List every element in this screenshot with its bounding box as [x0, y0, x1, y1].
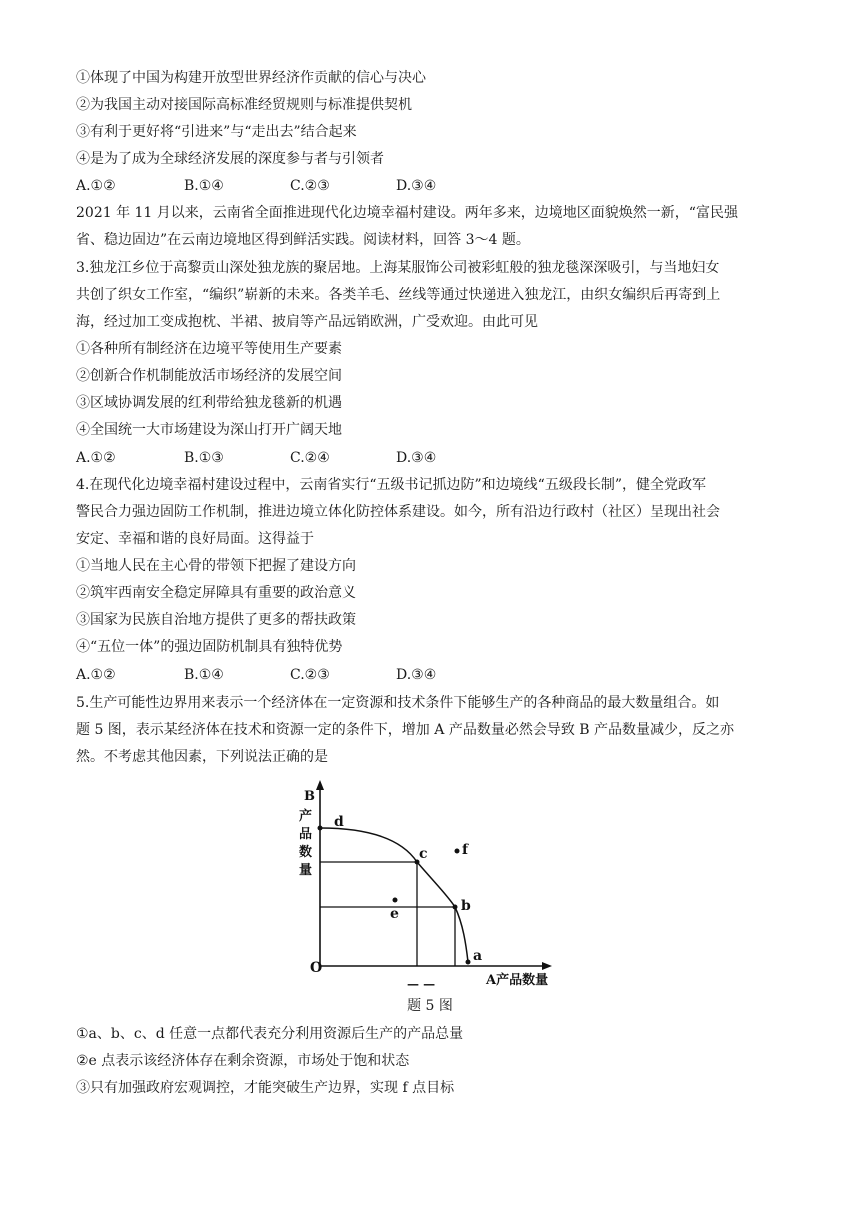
origin-label: O [310, 960, 323, 976]
q5-stem-3: 然。不考虑其他因素，下列说法正确的是 [76, 749, 328, 765]
y-label-char-4: 量 [299, 863, 313, 878]
q3-item-4: ④全国统一大市场建设为深山打开广阔天地 [76, 422, 342, 438]
x-axis-label: A产品数量 [486, 973, 549, 988]
label-b: b [461, 898, 471, 914]
q3-stem-1: 3.独龙江乡位于高黎贡山深处独龙族的聚居地。上海某服饰公司被彩虹般的独龙毯深深吸引，与当地妇女 [76, 260, 720, 276]
option-c: C.②③ [290, 178, 330, 194]
q5-item-3: ③只有加强政府宏观调控，才能突破生产边界，实现 f 点目标 [76, 1080, 455, 1096]
q5-stem-1: 5.生产可能性边界用来表示一个经济体在一定资源和技术条件下能够生产的各种商品的最大数量组合。如 [76, 695, 720, 711]
option-a: A.①② [76, 178, 116, 194]
label-f: f [462, 842, 469, 858]
q5-item-2: ②e 点表示该经济体存在剩余资源，市场处于饱和状态 [76, 1053, 410, 1069]
option-c: C.②③ [290, 667, 330, 683]
point-b [453, 905, 458, 910]
label-d: d [334, 814, 344, 830]
point-d [318, 826, 323, 831]
y-label-char-3: 数 [299, 845, 313, 860]
q3-stem-2: 共创了织女工作室，“编织”崭新的未来。各类羊毛、丝线等通过快递进入独龙江，由织女编织后再寄到上 [76, 287, 721, 303]
point-a [466, 960, 471, 965]
option-b: B.①③ [184, 450, 224, 466]
statement-2: ②为我国主动对接国际高标准经贸规则与标准提供契机 [76, 97, 412, 113]
option-d: D.③④ [396, 667, 437, 683]
q4-item-4: ④“五位一体”的强边固防机制具有独特优势 [76, 639, 343, 655]
intro-line-2: 省、稳边固边”在云南边境地区得到鲜活实践。阅读材料，回答 3～4 题。 [76, 232, 530, 248]
point-f [455, 849, 460, 854]
y-axis-arrow [316, 780, 324, 790]
q3-item-1: ①各种所有制经济在边境平等使用生产要素 [76, 341, 342, 357]
q4-item-3: ③国家为民族自治地方提供了更多的帮扶政策 [76, 612, 356, 628]
figure-caption: 题 5 图 [407, 998, 453, 1014]
option-a: A.①② [76, 450, 116, 466]
option-b: B.①④ [184, 178, 224, 194]
y-label-b: B [304, 789, 315, 804]
q5-item-1: ①a、b、c、d 任意一点都代表充分利用资源后生产的产品总量 [76, 1026, 464, 1042]
label-c: c [419, 846, 428, 862]
q3-item-2: ②创新合作机制能放活市场经济的发展空间 [76, 368, 342, 384]
q4-stem-2: 警民合力强边固防工作机制，推进边境立体化防控体系建设。如今，所有沿边行政村（社区）呈现出社会 [76, 504, 720, 520]
x-axis-arrow [542, 962, 552, 970]
option-b: B.①④ [184, 667, 224, 683]
y-label-char-2: 品 [299, 827, 313, 842]
q5-stem-2: 题 5 图，表示某经济体在技术和资源一定的条件下，增加 A 产品数量必然会导致 B 产品数量减少，反之亦 [76, 722, 735, 738]
statement-4: ④是为了成为全球经济发展的深度参与者与引领者 [76, 151, 384, 167]
q4-stem-1: 4.在现代化边境幸福村建设过程中，云南省实行“五级书记抓边防”和边境线“五级段长制”，健全党政军 [76, 477, 706, 493]
statement-1: ①体现了中国为构建开放型世界经济作贡献的信心与决心 [76, 70, 426, 86]
q3-stem-3: 海，经过加工变成抱枕、半裙、披肩等产品远销欧洲，广受欢迎。由此可见 [76, 314, 538, 330]
y-label-char-1: 产 [299, 809, 313, 824]
q4-stem-3: 安定、幸福和谐的良好局面。这得益于 [76, 531, 314, 547]
label-e: e [390, 906, 399, 922]
point-e [393, 898, 398, 903]
q4-item-1: ①当地人民在主心骨的带领下把握了建设方向 [76, 558, 356, 574]
option-d: D.③④ [396, 450, 437, 466]
x-tick-marks: — — [407, 977, 436, 991]
statement-3: ③有利于更好将“引进来”与“走出去”结合起来 [76, 124, 357, 140]
option-c: C.②④ [290, 450, 330, 466]
ppf-curve [320, 828, 468, 962]
option-a: A.①② [76, 667, 116, 683]
intro-line-1: 2021 年 11 月以来，云南省全面推进现代化边境幸福村建设。两年多来，边境地区面貌焕然一新，“富民强 [76, 205, 738, 221]
option-d: D.③④ [396, 178, 437, 194]
q3-item-3: ③区域协调发展的红利带给独龙毯新的机遇 [76, 395, 342, 411]
ppf-figure [296, 776, 566, 998]
label-a: a [473, 948, 483, 964]
q4-item-2: ②筑牢西南安全稳定屏障具有重要的政治意义 [76, 585, 356, 601]
